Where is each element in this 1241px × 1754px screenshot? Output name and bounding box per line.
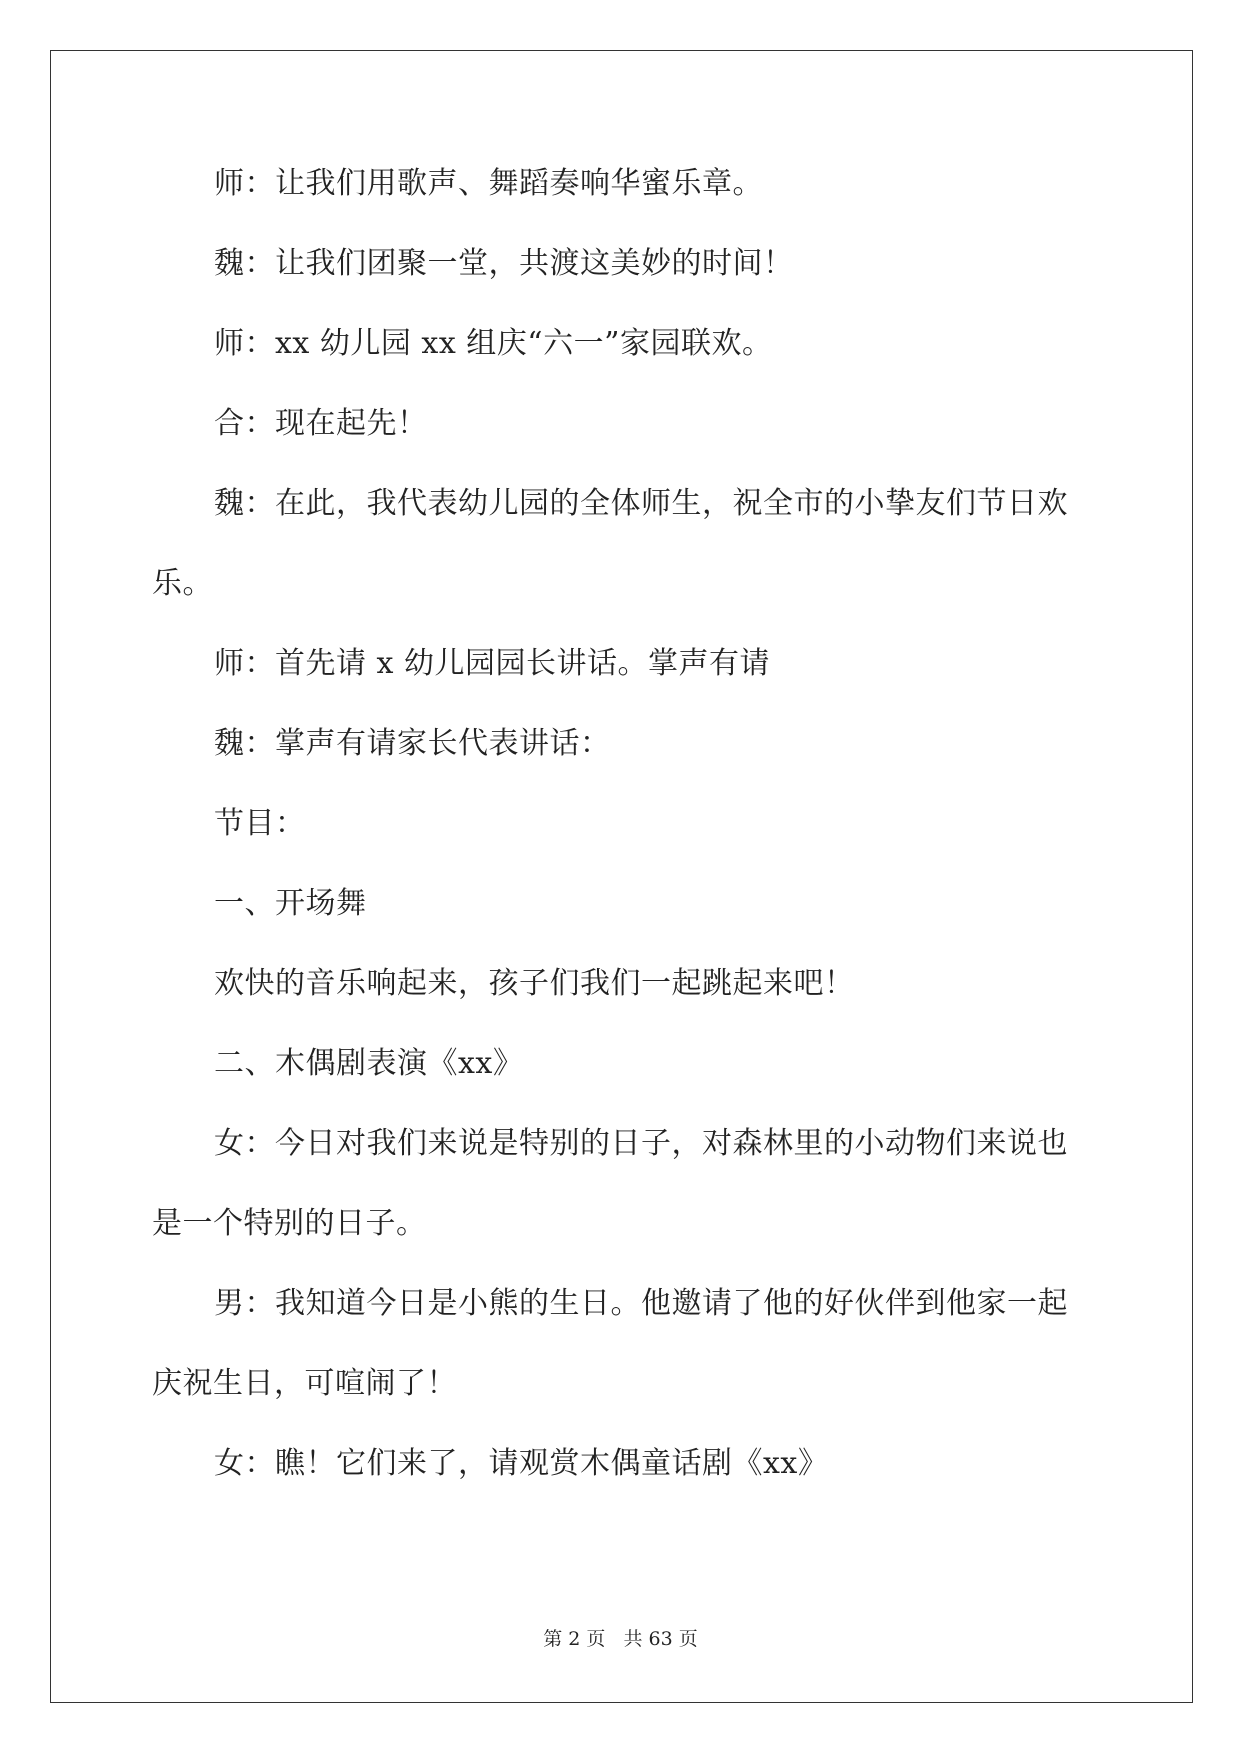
paragraph-line: 是一个特别的日子。 — [152, 1206, 427, 1241]
paragraph-line: 男：我知道今日是小熊的生日。他邀请了他的好伙伴到他家一起 — [214, 1286, 1068, 1321]
paragraph-line: 欢快的音乐响起来，孩子们我们一起跳起来吧！ — [214, 966, 855, 1001]
page-footer — [0, 1627, 1241, 1651]
paragraph-line: 节目： — [214, 806, 306, 841]
paragraph-line: 魏：在此，我代表幼儿园的全体师生，祝全市的小挚友们节日欢 — [214, 486, 1068, 521]
paragraph-line: 魏：掌声有请家长代表讲话： — [214, 726, 611, 761]
paragraph-line: 一、开场舞 — [214, 886, 367, 921]
paragraph-line: 女：今日对我们来说是特别的日子，对森林里的小动物们来说也 — [214, 1126, 1068, 1161]
paragraph-line: 合：现在起先！ — [214, 406, 428, 441]
document-body — [152, 164, 1092, 1484]
paragraph-line: 庆祝生日，可喧闹了！ — [152, 1366, 457, 1401]
page-total: 共 63 页 — [623, 1628, 698, 1650]
paragraph-line: 女：瞧！它们来了，请观赏木偶童话剧《xx》 — [214, 1446, 829, 1481]
paragraph-line: 师：xx 幼儿园 xx 组庆“六一”家园联欢。 — [214, 326, 773, 361]
paragraph-line: 师：首先请 x 幼儿园园长讲话。掌声有请 — [214, 646, 770, 681]
paragraph-line: 二、木偶剧表演《xx》 — [214, 1046, 524, 1081]
page-number: 第 2 页 — [543, 1628, 606, 1650]
paragraph-line: 乐。 — [152, 566, 213, 601]
paragraph-line: 魏：让我们团聚一堂，共渡这美妙的时间！ — [214, 246, 794, 281]
paragraph-line: 师：让我们用歌声、舞蹈奏响华蜜乐章。 — [214, 166, 763, 201]
